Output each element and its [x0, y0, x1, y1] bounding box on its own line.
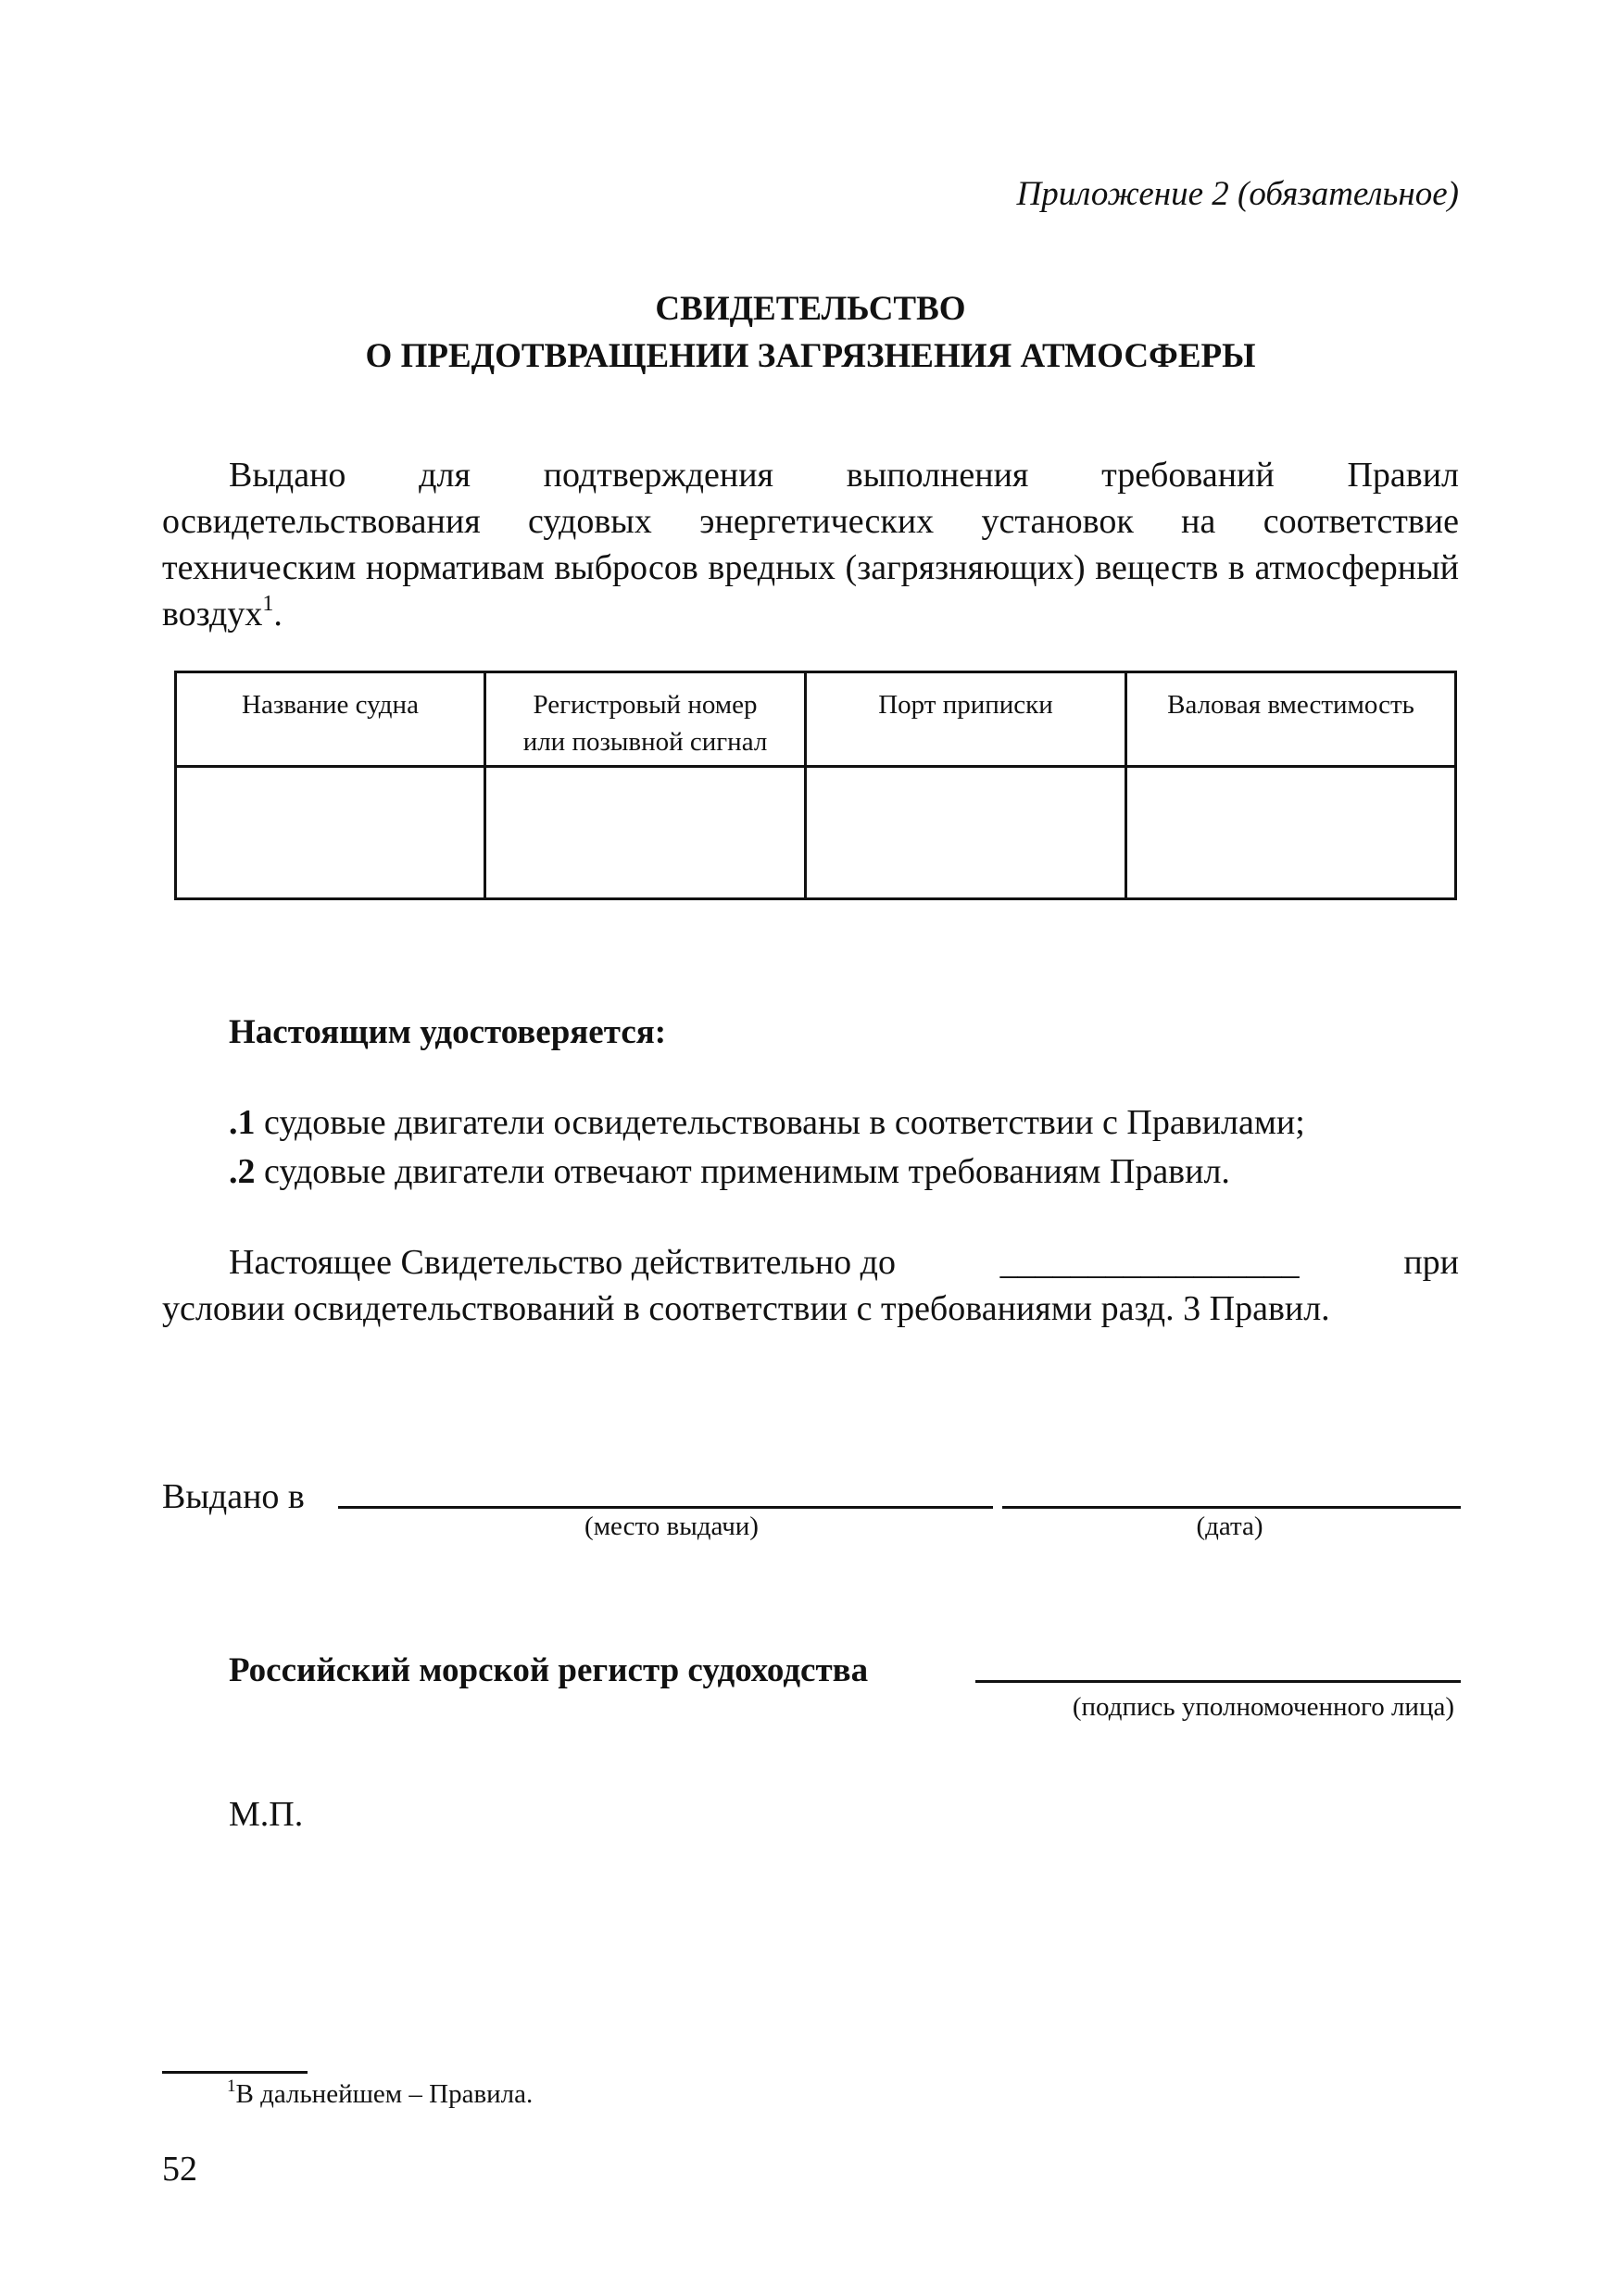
ship-info-table	[174, 671, 1457, 900]
table-row	[176, 767, 1456, 899]
page-number: 52	[162, 2150, 197, 2189]
footnote-number: 1	[227, 2076, 236, 2096]
column-registry-number	[485, 672, 806, 767]
date-of-issue-line[interactable]	[1002, 1506, 1461, 1509]
place-caption: (место выдачи)	[584, 1512, 759, 1541]
cell-registry-number[interactable]	[485, 767, 806, 899]
document-subtitle: О ПРЕДОТВРАЩЕНИИ ЗАГРЯЗНЕНИЯ АТМОСФЕРЫ	[365, 337, 1256, 375]
register-name: Российский морской регистр судоходства	[229, 1651, 869, 1689]
item-text: судовые двигатели освидетельствованы в соответствии с Правилами;	[255, 1103, 1305, 1142]
footnote-text: В дальнейшем – Правила.	[235, 2079, 534, 2109]
column-ship-name: Название судна	[176, 672, 485, 767]
column-home-port: Порт приписки	[806, 672, 1126, 767]
certify-heading: Настоящим удостоверяется:	[229, 1013, 667, 1051]
date-caption: (дата)	[1196, 1512, 1263, 1541]
validity-text: Настоящее Свидетельство действительно до	[229, 1243, 896, 1282]
validity-paragraph	[162, 1239, 1459, 1332]
item-number: .1	[229, 1103, 256, 1142]
list-item	[229, 1151, 1230, 1192]
cell-home-port[interactable]	[806, 767, 1126, 899]
validity-date-blank[interactable]: _________________	[999, 1243, 1300, 1282]
issued-label: Выдано в	[162, 1477, 305, 1516]
signature-caption: (подпись уполномоченного лица)	[1072, 1692, 1454, 1722]
signature-line[interactable]	[975, 1680, 1461, 1683]
intro-end: .	[273, 595, 283, 634]
table-header-row	[176, 672, 1456, 767]
cell-ship-name[interactable]	[176, 767, 485, 899]
list-item	[229, 1102, 1305, 1143]
stamp-place-label: М.П.	[229, 1795, 304, 1834]
appendix-label: Приложение 2 (обязательное)	[1016, 175, 1459, 213]
document-title: СВИДЕТЕЛЬСТВО	[655, 290, 966, 328]
validity-word: при	[1403, 1243, 1459, 1282]
place-of-issue-line[interactable]	[338, 1506, 993, 1509]
item-number: .2	[229, 1152, 256, 1191]
cell-gross-tonnage[interactable]	[1126, 767, 1456, 899]
footnote	[227, 2076, 534, 2110]
column-registry-number-label: Регистровый номер или позывной сигнал	[522, 690, 768, 757]
footnote-ref: 1	[262, 592, 274, 616]
intro-paragraph	[162, 452, 1459, 637]
column-gross-tonnage: Валовая вместимость	[1126, 672, 1456, 767]
intro-text: Выдано для подтверждения выполнения требований Правил освидетельствования судовых энергетических установок на соответствие техническим нормативам выбросов вредных (загрязняющих) веществ в атмосферный воздух	[162, 456, 1459, 634]
item-text: судовые двигатели отвечают применимым требованиям Правил.	[255, 1152, 1230, 1191]
validity-line2: условии освидетельствований в соответствии с требованиями разд. 3 Правил.	[162, 1289, 1330, 1328]
footnote-separator	[162, 2071, 308, 2074]
